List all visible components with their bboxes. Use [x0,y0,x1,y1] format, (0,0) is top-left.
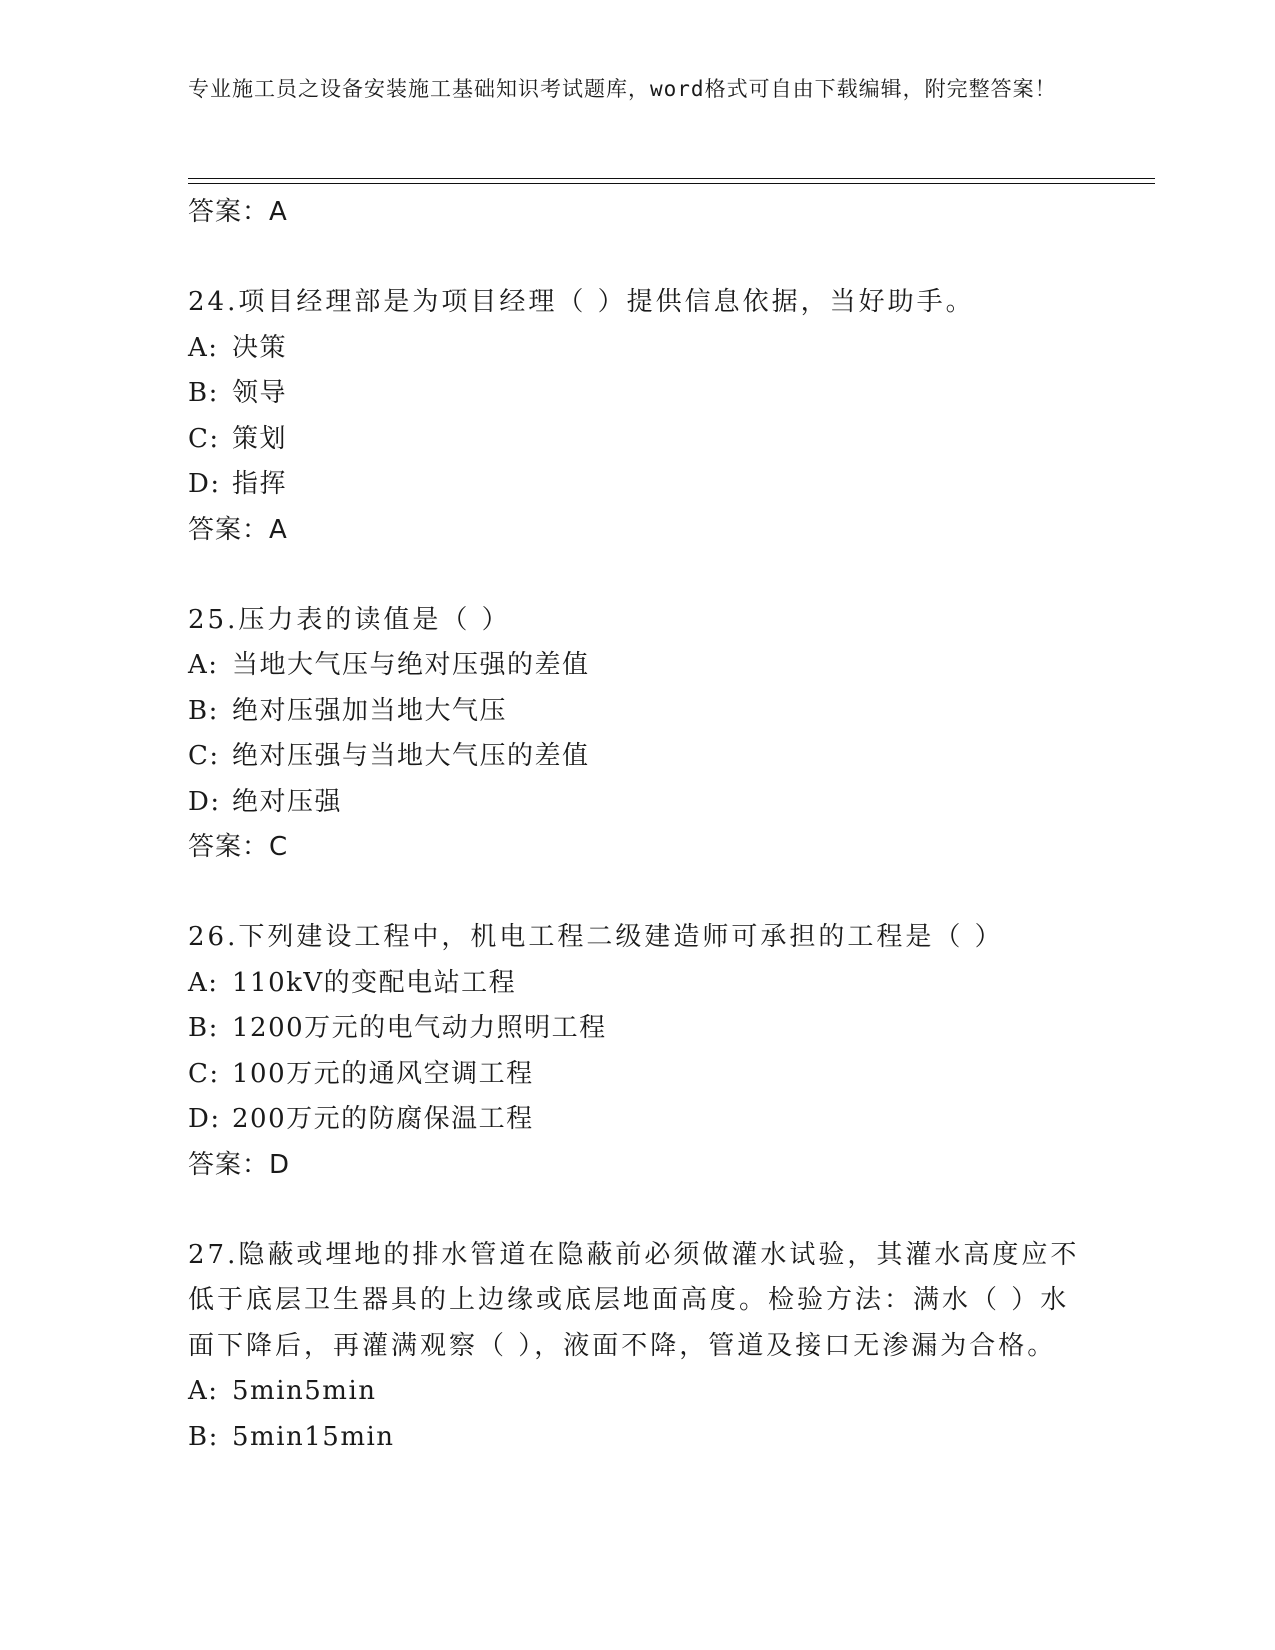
option-a [188,326,1088,372]
spacer [188,869,1088,915]
option-letter: D: [188,786,221,817]
option-letter: A: [188,332,219,363]
option-letter: C: [188,1058,220,1089]
option-c [188,1052,1088,1098]
option-text: 指挥 [232,469,288,499]
option-b [188,1415,1088,1461]
option-letter: D: [188,469,221,499]
option-text: 绝对压强与当地大气压的差值 [232,741,590,771]
option-letter: B: [188,378,219,408]
option-text: 决策 [232,332,288,363]
option-b [188,371,1088,417]
answer-line: 答案：A [188,514,288,545]
option-a [188,643,1088,689]
option-text: 5min15min [232,1421,395,1452]
option-a [188,961,1088,1007]
option-b [188,1006,1088,1052]
option-letter: B: [188,1421,219,1452]
option-text: 5min5min [232,1376,377,1406]
answer-line: 答案：D [188,1149,291,1180]
option-letter: A: [188,967,219,998]
document-header: 专业施工员之设备安装施工基础知识考试题库，word格式可自由下载编辑，附完整答案！ [188,77,1057,101]
option-b [188,689,1088,735]
option-d [188,1097,1088,1143]
header-divider-top [188,178,1155,179]
option-a [188,1369,1088,1415]
option-letter: C: [188,741,220,771]
question-stem: 25.压力表的读值是（ ） [188,604,511,635]
spacer [188,552,1088,598]
option-text: 绝对压强加当地大气压 [232,695,508,726]
option-text: 110kV的变配电站工程 [232,967,517,998]
option-letter: A: [188,1376,219,1406]
question-block [188,915,1088,1187]
option-text: 100万元的通风空调工程 [232,1058,534,1089]
option-c [188,734,1088,780]
answer-line: 答案：A [188,197,288,227]
option-d [188,462,1088,508]
option-letter: B: [188,695,219,726]
option-text: 绝对压强 [232,786,343,817]
option-text: 200万元的防腐保温工程 [232,1104,534,1134]
option-text: 领导 [232,378,288,408]
option-text: 策划 [232,423,288,454]
answer-line: 答案：C [188,832,289,862]
question-block [188,1233,1088,1461]
spacer [188,1187,1088,1233]
option-d [188,780,1088,826]
option-text: 当地大气压与绝对压强的差值 [232,650,590,680]
spacer [188,234,1088,280]
option-text: 1200万元的电气动力照明工程 [232,1013,607,1043]
question-stem: 26.下列建设工程中，机电工程二级建造师可承担的工程是（ ） [188,922,1004,952]
option-letter: D: [188,1104,221,1134]
header-divider-bottom [188,183,1155,184]
question-block [188,280,1088,552]
question-block [188,598,1088,870]
question-stem: 27.隐蔽或埋地的排水管道在隐蔽前必须做灌水试验，其灌水高度应不低于底层卫生器具的上边缘或底层地面高度。检验方法：满水（ ）水面下降后，再灌满观察（ ），液面不降，管道及接口无渗漏为合格。 [188,1239,1080,1361]
option-letter: A: [188,650,219,680]
option-letter: B: [188,1013,219,1043]
question-stem: 24.项目经理部是为项目经理（ ）提供信息依据，当好助手。 [188,287,975,317]
question-list [188,190,1088,1460]
option-c [188,417,1088,463]
option-letter: C: [188,423,220,454]
